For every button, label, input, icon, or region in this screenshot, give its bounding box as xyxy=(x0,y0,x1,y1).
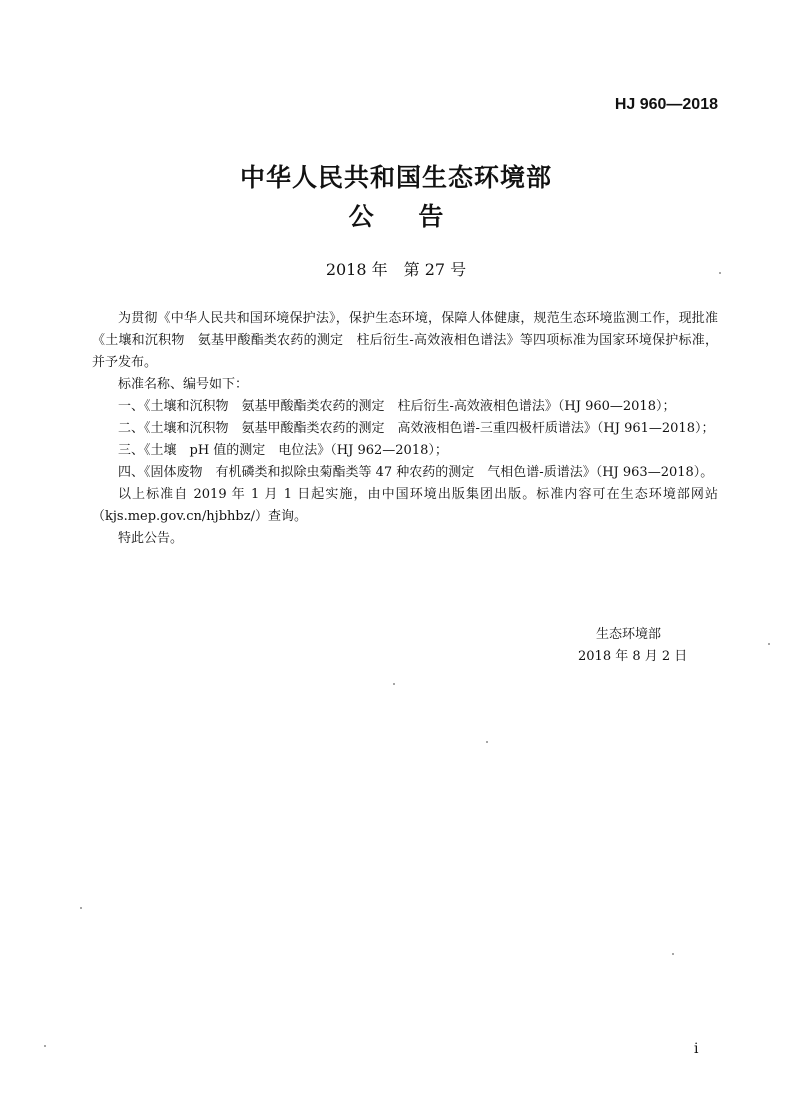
signing-department: 生态环境部 xyxy=(596,627,662,642)
scan-speck xyxy=(672,953,674,955)
standard-item: 一、《土壤和沉积物 氨基甲酸酯类农药的测定 柱后衍生-高效液相色谱法》（HJ 960—2018）； xyxy=(118,399,676,414)
page-number: i xyxy=(694,1041,699,1057)
standard-code: HJ 960—2018 xyxy=(614,96,718,113)
scan-speck xyxy=(768,643,770,645)
closing-line: 特此公告。 xyxy=(118,531,184,546)
issue-year: 2018 年 xyxy=(325,260,388,279)
document-type-title: 公 告 xyxy=(348,202,462,231)
organization-title: 中华人民共和国生态环境部 xyxy=(239,163,552,192)
issue-number xyxy=(0,257,792,280)
scan-speck xyxy=(80,907,82,909)
issue-sequence: 第 27 号 xyxy=(403,260,467,279)
standard-item: 二、《土壤和沉积物 氨基甲酸酯类农药的测定 高效液相色谱-三重四极杆质谱法》（HJ 961—2018）； xyxy=(118,421,715,436)
scan-speck xyxy=(44,1045,46,1047)
intro-paragraph: 为贯彻《中华人民共和国环境保护法》，保护生态环境，保障人体健康，规范生态环境监测工作，现批准《土壤和沉积物 氨基甲酸酯类农药的测定 柱后衍生-高效液相色谱法》等四项标准为国家环境保护标准，并予发布。 xyxy=(92,311,718,370)
signing-date: 2018 年 8 月 2 日 xyxy=(578,649,688,664)
scan-speck xyxy=(486,741,488,743)
list-intro: 标准名称、编号如下： xyxy=(118,377,249,392)
standard-item: 四、《固体废物 有机磷类和拟除虫菊酯类等 47 种农药的测定 气相色谱-质谱法》（HJ 963—2018）。 xyxy=(118,465,714,480)
standard-item: 三、《土壤 pH 值的测定 电位法》（HJ 962—2018）； xyxy=(118,443,448,458)
scan-speck xyxy=(393,683,395,685)
signature-block xyxy=(578,624,718,668)
scan-speck xyxy=(719,272,721,274)
notice-body xyxy=(92,308,718,550)
implementation-paragraph: 以上标准自 2019 年 1 月 1 日起实施，由中国环境出版集团出版。标准内容可在生态环境部网站（kjs.mep.gov.cn/hjbhbz/）查询。 xyxy=(92,487,718,524)
